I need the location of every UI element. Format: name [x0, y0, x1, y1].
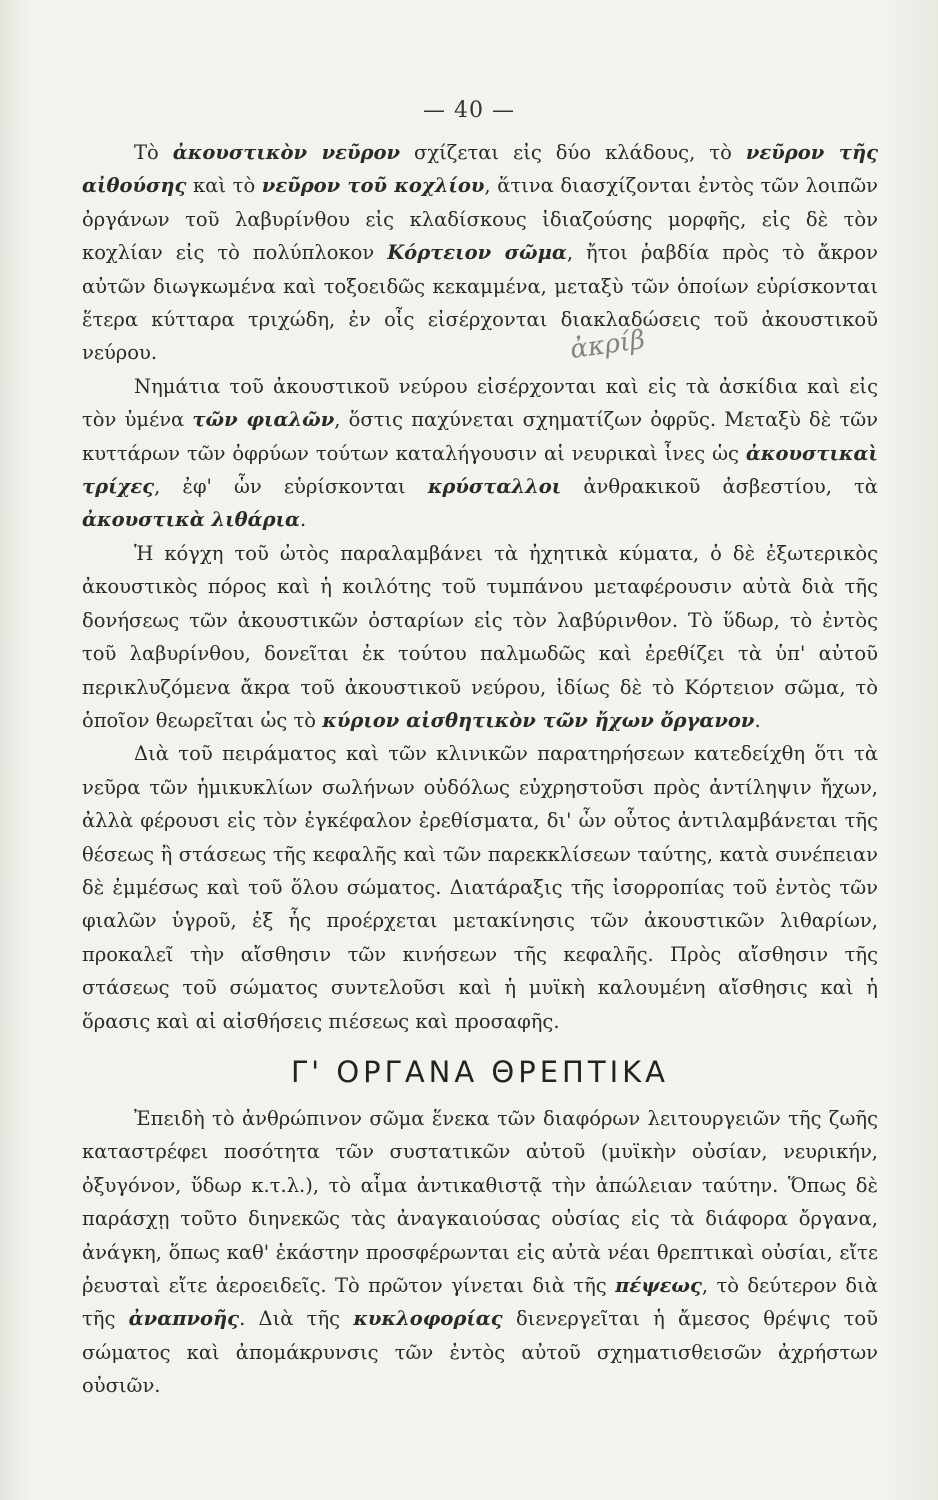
text-run: , ἐφ' ὧν εὑρίσκονται [154, 475, 428, 499]
text-run: , ὅστις παχύνεται σχηματίζων ὀφρῦς. Μεταξὺ δὲ τῶν κυττάρων τῶν ὀφρύων τούτων καταλήγουσιν αἱ νευρικαὶ ἶνες ὡς [82, 408, 878, 465]
text-run: Διὰ τοῦ πειράματος καὶ τῶν κλινικῶν παρατηρήσεων κατεδείχθη ὅτι τὰ νεῦρα τῶν ἡμικυκλίων σωλήνων οὐδόλως εὐχρηστοῦσι πρὸς ἀντίληψιν ἤχων, ἀλλὰ φέρουσι εἰς τὸν ἐγκέφαλον ἐρεθίσματα, δι' ὧν οὗτος ἀντιλαμβάνεται τῆς θέσεως ἢ στάσεως τῆς κεφαλῆς καὶ τῶν παρεκκλίσεων ταύτης, κατὰ συνέπειαν δὲ ἐμμέσως καὶ τοῦ ὅλου σώματος. Διατάραξις τῆς ἰσορροπίας τοῦ ἐντὸς τῶν φιαλῶν ὑγροῦ, ἐξ ἧς προέρχεται μετακίνησις τῶν ἀκουστικῶν λιθαρίων, προκαλεῖ τὴν αἴσθησιν τῶν κινήσεων τῆς κεφαλῆς. Πρὸς αἴσθησιν τῆς στάσεως τοῦ σώματος συντελοῦσι καὶ ἡ μυϊκὴ καλουμένη αἴσθησις καὶ ἡ ὅρασις καὶ αἱ αἰσθήσεις πιέσεως καὶ προσαφῆς. [82, 742, 878, 1033]
body-text [82, 136, 878, 1403]
text-run: Ἡ κόγχη τοῦ ὠτὸς παραλαμβάνει τὰ ἠχητικὰ κύματα, ὁ δὲ ἐξωτερικὸς ἀκουστικὸς πόρος καὶ ἡ κοιλότης τοῦ τυμπάνου μεταφέρουσιν αὐτὰ διὰ τῆς δονήσεως τῶν ἀκουστικῶν ὀσταρίων εἰς τὸν λαβύρινθον. Τὸ ὕδωρ, τὸ ἐντὸς τοῦ λαβυρίνθου, δονεῖται ἐκ τούτου παλμωδῶς καὶ ἐρεθίζει τὰ ὑπ' αὐτοῦ περικλυζόμενα ἄκρα τοῦ ἀκουστικοῦ νεύρου, ἰδίως δὲ τὸ Κόρτειον σῶμα, τὸ ὁποῖον θεωρεῖται ὡς τὸ [82, 541, 878, 732]
bold-term: ἀναπνοῆς [128, 1307, 240, 1331]
bold-term: νεῦρον τῆς αἰθούσης [82, 141, 878, 198]
paragraphs-before-heading [82, 136, 878, 1038]
bold-term: κυκλοφορίας [353, 1307, 503, 1331]
text-run: , τὸ δεύτερον διὰ τῆς [82, 1274, 878, 1331]
text-run: , ἅτινα διασχίζονται ἐντὸς τῶν λοιπῶν ὀργάνων τοῦ λαβυρίνθου εἰς κλαδίσκους ἰδιαζούσης μορφῆς, εἰς δὲ τὸν κοχλίαν εἰς τὸ πολύπλοκον [82, 174, 878, 265]
paragraph [82, 1102, 878, 1403]
text-run: . [754, 708, 761, 732]
paragraph [82, 537, 878, 737]
text-run: Τὸ [134, 141, 173, 164]
handwritten-margin-note: ἀκρίβ [568, 324, 647, 366]
text-run: Νημάτια τοῦ ἀκουστικοῦ νεύρου εἰσέρχονται καὶ εἰς τὰ ἀσκίδια καὶ εἰς τὸν ὑμένα [82, 374, 878, 432]
text-run: σχίζεται εἰς δύο κλάδους, τὸ [400, 141, 746, 164]
text-run: Ἐπειδὴ τὸ ἀνθρώπινον σῶμα ἕνεκα τῶν διαφόρων λειτουργειῶν τῆς ζωῆς καταστρέφει ποσότητα τῶν συστατικῶν αὐτοῦ (μυϊκὴν οὐσίαν, νευρικήν, ὀξυγόνον, ὕδωρ κ.τ.λ.), τὸ αἷμα ἀντικαθιστᾷ τὴν ἀπώλειαν ταύτην. Ὅπως δὲ παράσχῃ τοῦτο διηνεκῶς τὰς ἀναγκαιούσας οὐσίας εἰς τὰ διάφορα ὄργανα, ἀνάγκη, ὅπως καθ' ἑκάστην προσφέρωνται εἰς αὐτὰ νέαι θρεπτικαὶ οὐσίαι, εἴτε ῥευσταὶ εἴτε ἀεροειδεῖς. Τὸ πρῶτον γίνεται διὰ τῆς [82, 1106, 878, 1297]
paragraph [82, 370, 878, 537]
bold-term: ἀκουστικαὶ τρίχες [82, 441, 878, 499]
bold-term: κρύσταλλοι [427, 475, 562, 499]
text-run: καὶ τὸ [186, 174, 262, 198]
bold-term: ἀκουστικὰ λιθάρια [82, 508, 301, 532]
text-run: . [300, 508, 307, 532]
bold-term: κύριον αἰσθητικὸν τῶν ἤχων ὄργανον [322, 708, 755, 732]
paragraphs-after-heading [82, 1102, 878, 1403]
paragraph [82, 737, 878, 1038]
paragraph [82, 136, 878, 370]
bold-term: νεῦρον τοῦ κοχλίου [261, 174, 485, 198]
page-number: — 40 — [423, 98, 515, 123]
text-run: διενεργεῖται ἡ ἄμεσος θρέψις τοῦ σώματος καὶ ἀπομάκρυνσις τῶν ἐντὸς αὐτοῦ σχηματισθεισῶν ἀχρήστων οὐσιῶν. [82, 1307, 878, 1398]
section-heading: Γ' ΟΡΓΑΝΑ ΘΡΕΠΤΙΚΑ [291, 1054, 669, 1089]
text-run: , ἤτοι ῥαβδία πρὸς τὸ ἄκρον αὐτῶν διωγκωμένα καὶ τοξοειδῶς κεκαμμένα, μεταξὺ τῶν ὁποίων εὑρίσκονται ἕτερα κύτταρα τριχώδη, ἐν οἷς εἰσέρχονται διακλαδώσεις τοῦ ἀκουστικοῦ νεύρου. [82, 241, 879, 365]
bold-term: ἀκουστικὸν νεῦρον [172, 141, 401, 164]
text-run: . Διὰ τῆς [239, 1307, 354, 1331]
text-run: ἀνθρακικοῦ ἀσβεστίου, τὰ [561, 475, 878, 499]
bold-term: τῶν φιαλῶν [192, 408, 335, 432]
bold-term: πέψεως [615, 1274, 702, 1297]
bold-term: Κόρτειον σῶμα [387, 241, 567, 265]
